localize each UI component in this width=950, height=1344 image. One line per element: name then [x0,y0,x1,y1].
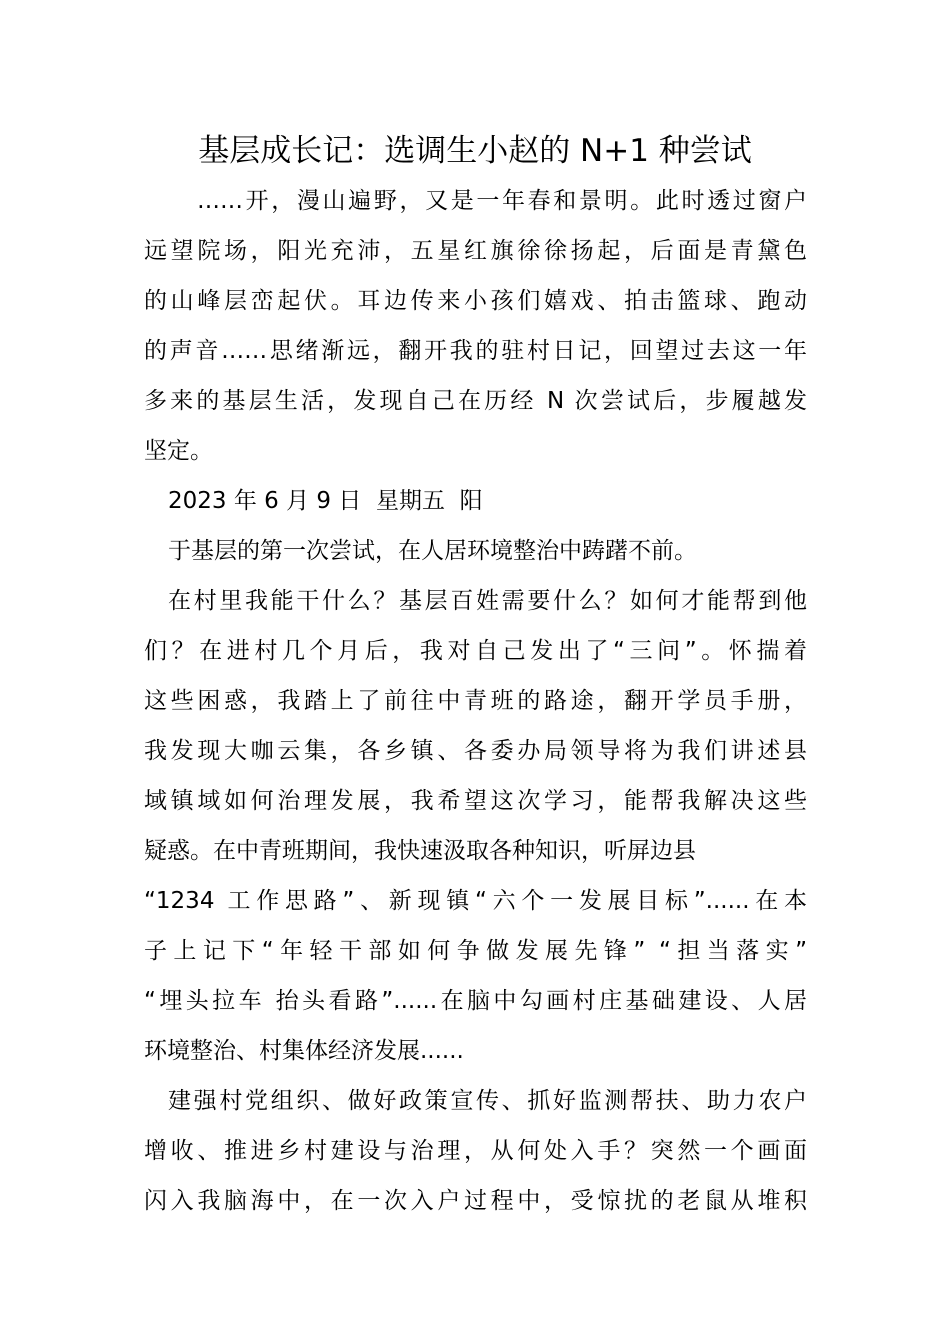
paragraph-line: 远望院场，阳光充沛，五星红旗徐徐扬起，后面是青黛色 [144,238,807,264]
paragraph-line: 域镇域如何治理发展，我希望这次学习，能帮我解决这些 [144,788,807,814]
paragraph-line: “埋头拉车 抬头看路”......在脑中勾画村庄基础建设、人居 [144,988,807,1014]
paragraph-line: 增收、推进乡村建设与治理，从何处入手？突然一个画面 [144,1138,807,1164]
paragraph-line: 闪入我脑海中，在一次入户过程中，受惊扰的老鼠从堆积 [144,1188,807,1214]
paragraph-line: 于基层的第一次尝试，在人居环境整治中踌躇不前。 [168,538,697,564]
paragraph-line: “1234 工作思路”、新现镇“六个一发展目标”......在本 [144,888,807,914]
paragraph-line: 多来的基层生活，发现自己在历经 N 次尝试后，步履越发 [144,388,807,414]
paragraph-line: 这些困惑，我踏上了前往中青班的路途，翻开学员手册， [144,688,807,714]
paragraph-line: 坚定。 [144,438,213,464]
paragraph-line: 环境整治、村集体经济发展...... [144,1038,464,1064]
paragraph-line: 建强村党组织、做好政策宣传、抓好监测帮扶、助力农户 [168,1088,807,1114]
paragraph-line: 子上记下“年轻干部如何争做发展先锋” “担当落实” [144,938,807,964]
paragraph-line: 在村里我能干什么？基层百姓需要什么？如何才能帮到他 [168,588,807,614]
paragraph-line: 我发现大咖云集，各乡镇、各委办局领导将为我们讲述县 [144,738,807,764]
paragraph-line: 们？在进村几个月后，我对自己发出了“三问”。怀揣着 [144,638,807,664]
document-title: 基层成长记：选调生小赵的 N+1 种尝试 [198,133,752,169]
paragraph-line: ……开，漫山遍野，又是一年春和景明。此时透过窗户 [197,188,807,214]
paragraph-line: 的声音……思绪渐远，翻开我的驻村日记，回望过去这一年 [144,338,807,364]
paragraph-line: 疑惑。在中青班期间，我快速汲取各种知识，听屏边县 [144,838,696,864]
diary-date: 2023 年 6 月 9 日 星期五 阳 [168,488,483,514]
paragraph-line: 的山峰层峦起伏。耳边传来小孩们嬉戏、拍击篮球、跑动 [144,288,807,314]
